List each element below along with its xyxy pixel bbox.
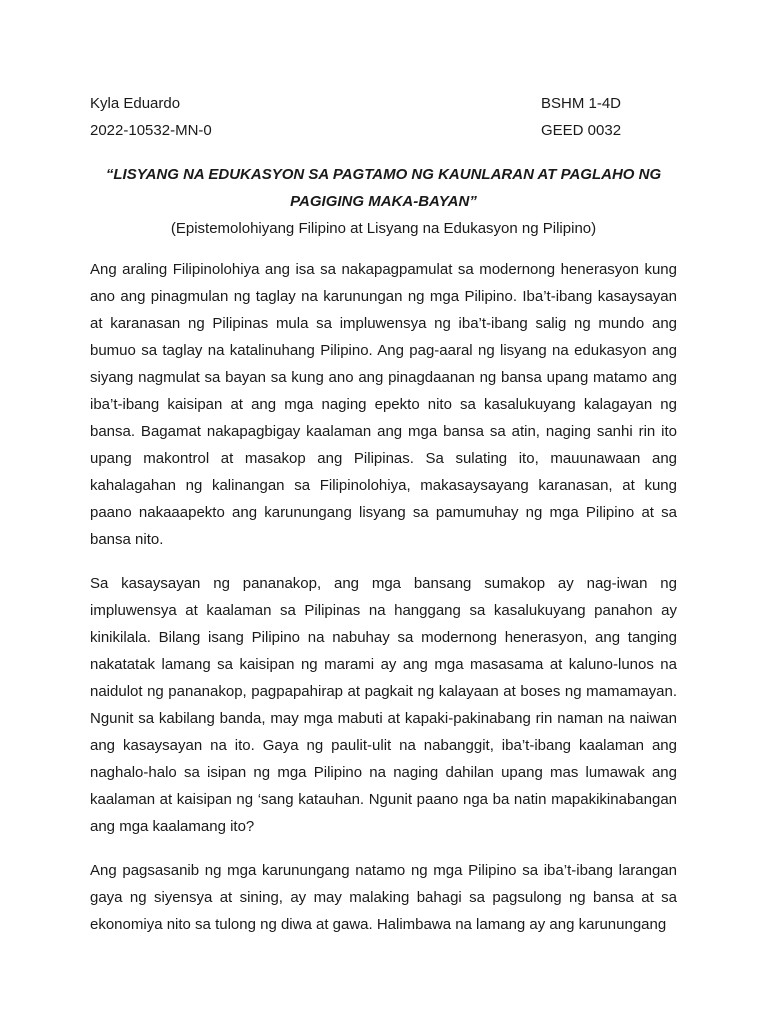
header-row-2 — [90, 117, 677, 144]
essay-title — [90, 161, 677, 215]
paragraph-1: Ang araling Filipinolohiya ang isa sa nakapagpamulat sa modernong henerasyon kung ano ang pinagmulan ng taglay na karunungan ng mga Pilipino. Iba’t-ibang kasaysayan at karanasan ng Pilipinas mula sa impluwensya ng iba’t-ibang salig ng mundo ang bumuo sa taglay na katalinuhang Pilipino. Ang pag-aaral ng lisyang na edukasyon ang siyang nagmulat sa bayan sa kung ano ang pinagdaanan ng bansa upang matamo ang iba’t-ibang kaisipan at ang mga naging epekto nito sa kasalukuyang kalagayan ng bansa. Bagamat nakapagbigay kaalaman ang mga bansa sa atin, naging sanhi rin ito upang makontrol at masakop ang Pilipinas. Sa sulating ito, mauunawaan ang kahalagahan ng kalinangan sa Filipinolohiya, makasaysayang karanasan, at kung paano nakaaapekto ang karunungang lisyang sa pamumuhay ng mga Pilipino at sa bansa nito. — [90, 261, 677, 548]
paragraph-3: Ang pagsasanib ng mga karunungang natamo ng mga Pilipino sa iba’t-ibang larangan gaya ng siyensya at sining, ay may malaking bahagi sa pagsulong ng bansa at sa ekonomiya nito sa tulong ng diwa at gawa. Halimbawa na lamang ay ang karunungang — [90, 862, 677, 933]
document-page — [90, 90, 677, 938]
essay-title-line-1: “LISYANG NA EDUKASYON SA PAGTAMO NG KAUNLARAN AT PAGLAHO NG — [105, 166, 662, 183]
header-row-1 — [90, 90, 677, 117]
paragraph-2: Sa kasaysayan ng pananakop, ang mga bansang sumakop ay nag-iwan ng impluwensya at kaalaman sa Pilipinas na hanggang sa kasalukuyang panahon ay kinikilala. Bilang isang Pilipino na nabuhay sa modernong henerasyon, ang tanging nakatatak lamang sa kaisipan ng marami ay ang mga masasama at kaluno-lunos na naidulot ng pananakop, pagpapahirap at pagkait ng kalayaan at boses ng mamamayan. Ngunit sa kabilang banda, may mga mabuti at kapaki-pakinabang rin naman na naiwan ang kasaysayan na ito. Gaya ng paulit-ulit na nabanggit, iba’t-ibang kaalaman ang naghalo-halo sa isipan ng mga Pilipino na naging dahilan upang mas lumawak ang kaalaman at kaisipan ng ‘sang katauhan. Ngunit paano nga ba natin mapakikinabangan ang mga kaalamang ito? — [90, 575, 677, 835]
course-code: GEED 0032 — [541, 122, 622, 139]
student-number: 2022-10532-MN-0 — [90, 122, 212, 139]
author-name: Kyla Eduardo — [90, 95, 181, 112]
essay-subtitle: (Epistemolohiyang Filipino at Lisyang na Edukasyon ng Pilipino) — [170, 220, 597, 237]
section-code: BSHM 1-4D — [541, 95, 622, 112]
essay-title-line-2: PAGIGING MAKA-BAYAN” — [290, 193, 477, 210]
